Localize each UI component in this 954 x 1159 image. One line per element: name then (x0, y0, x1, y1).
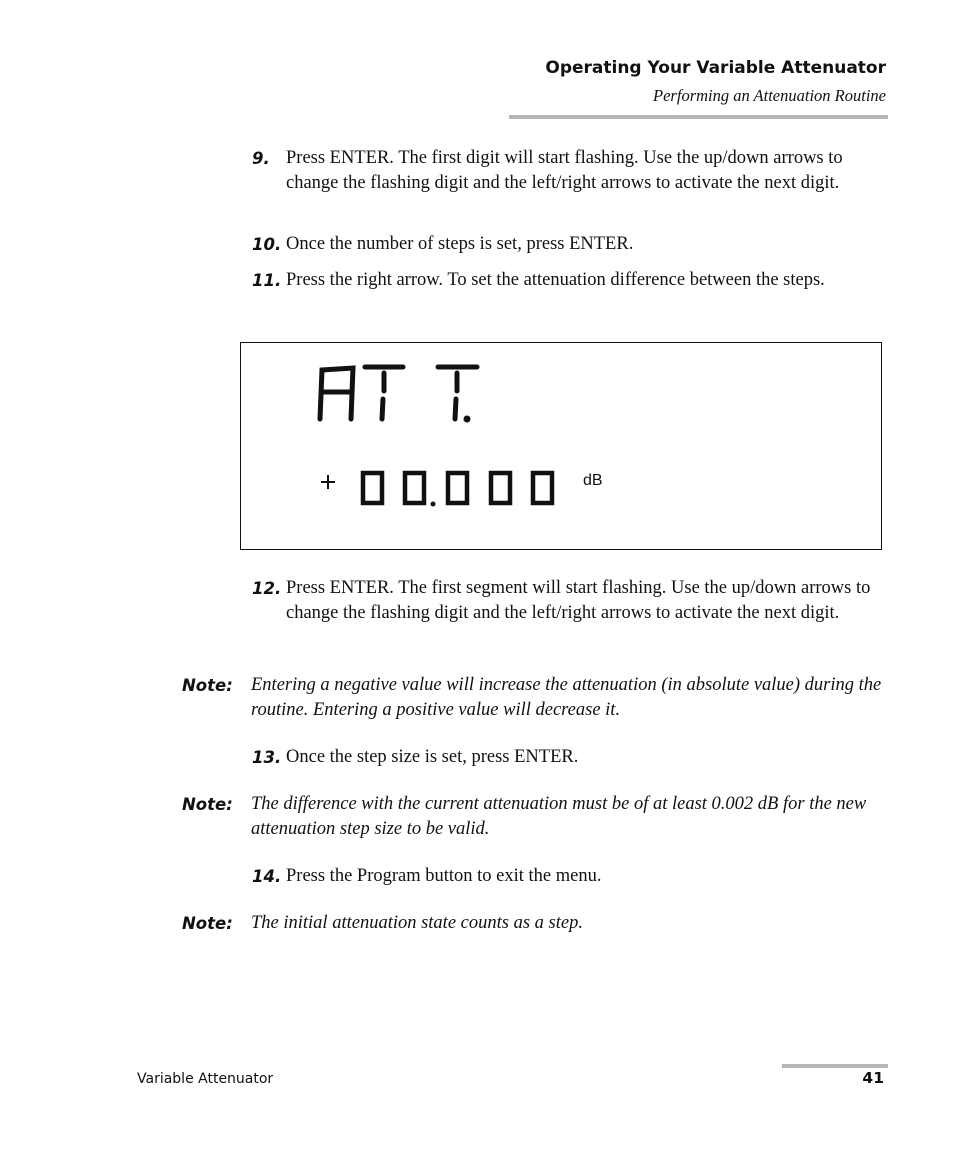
lcd-line1-att (320, 367, 477, 419)
note-minimum-difference (182, 792, 892, 842)
step-text: Once the number of steps is set, press ENTER. (286, 234, 634, 254)
step-9 (252, 146, 892, 196)
lcd-digit-0e (533, 473, 552, 503)
note-text: Entering a negative value will increase the attenuation (in absolute value) during the routine. Entering a positive value will decrease it. (251, 675, 882, 720)
section-title: Performing an Attenuation Routine (653, 86, 886, 105)
segment-letter-t2 (438, 367, 477, 419)
lcd-digit-0b (405, 473, 424, 503)
lcd-segments (241, 343, 881, 549)
step-text: Press ENTER. The first segment will start flashing. Use the up/down arrows to change the flashing digit and the left/right arrows to activate the next digit. (286, 578, 871, 623)
header-rule (509, 115, 888, 119)
step-text: Press ENTER. The first digit will start flashing. Use the up/down arrows to change the flashing digit and the left/right arrows to activate the next digit. (286, 148, 843, 193)
segment-letter-a (320, 368, 353, 419)
lcd-value-digits (363, 473, 552, 503)
lcd-value-decimal-point (431, 502, 436, 507)
lcd-display-figure (240, 342, 882, 550)
note-initial-state (182, 911, 892, 936)
lcd-unit-label: dB (583, 472, 603, 489)
note-negative-value (182, 673, 892, 723)
step-number: 13. (252, 748, 282, 767)
step-text: Press the Program button to exit the menu. (286, 866, 602, 886)
note-label: Note: (182, 795, 233, 814)
chapter-title: Operating Your Variable Attenuator (545, 58, 886, 78)
step-14 (252, 864, 892, 889)
note-label: Note: (182, 676, 233, 695)
step-text: Once the step size is set, press ENTER. (286, 747, 579, 767)
step-number: 9. (252, 149, 270, 168)
note-text: The initial attenuation state counts as a step. (251, 913, 583, 933)
step-number: 12. (252, 579, 282, 598)
step-text: Press the right arrow. To set the attenuation difference between the steps. (286, 270, 825, 290)
step-number: 14. (252, 867, 282, 886)
step-11 (252, 268, 892, 293)
note-text: The difference with the current attenuation must be of at least 0.002 dB for the new attenuation step size to be valid. (251, 794, 867, 839)
step-number: 11. (252, 271, 282, 290)
lcd-digit-0a (363, 473, 382, 503)
lcd-digit-0c (448, 473, 467, 503)
footer-rule (782, 1064, 888, 1068)
lcd-digit-0d (491, 473, 510, 503)
step-12 (252, 576, 892, 626)
step-13 (252, 745, 892, 770)
step-10 (252, 232, 892, 257)
lcd-line1-decimal-point (464, 416, 471, 423)
footer-doc-title: Variable Attenuator (137, 1071, 274, 1087)
note-label: Note: (182, 914, 233, 933)
segment-letter-t1 (365, 367, 403, 419)
lcd-sign-plus (321, 475, 335, 489)
page-number: 41 (862, 1069, 884, 1087)
step-number: 10. (252, 235, 282, 254)
